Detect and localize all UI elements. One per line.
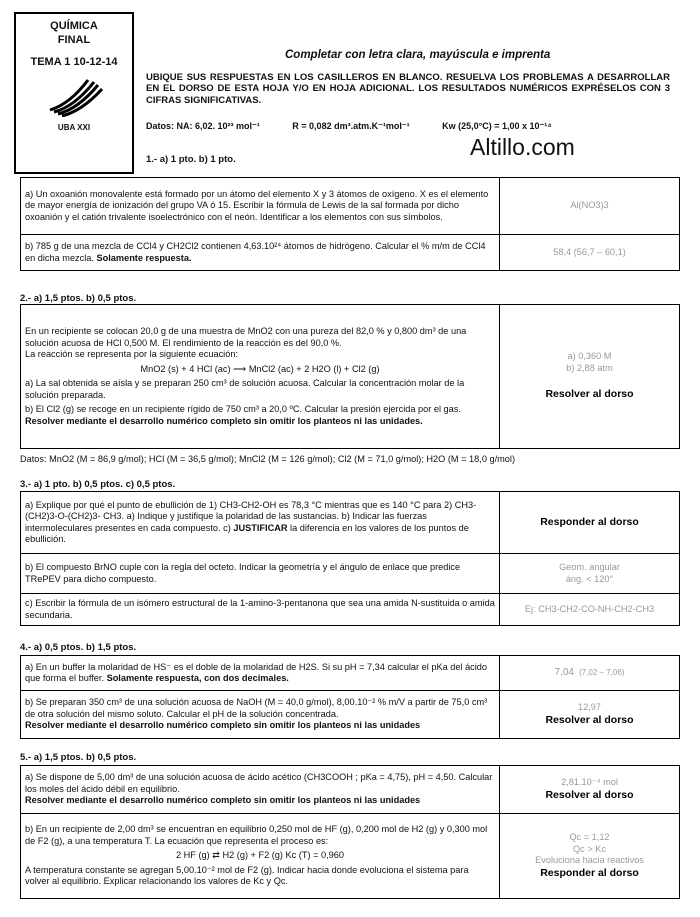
q4-table (20, 655, 680, 739)
q3-table (20, 491, 680, 626)
q2-equation: MnO2 (s) + 4 HCl (ac) ⟶ MnCl2 (ac) + 2 H2O (l) + Cl2 (g) (140, 363, 380, 374)
header-box (14, 12, 134, 174)
q1a-text: a) Un oxoanión monovalente está formado por un átomo del elemento X y 3 átomos de oxígeno. X es el elemento de mayor energía de ionización del grupo VA ó 15. Escribir la fórmula de Lewis de la sal formada por dicho oxoanión y el catión trivalente isoelectrónico con el neón. Identificar a los elementos con sus símbolos. (21, 178, 500, 235)
q2-data: Datos: MnO2 (M = 86,9 g/mol); HCl (M = 36,5 g/mol); MnCl2 (M = 126 g/mol); Cl2 (M = 71,0 g/mol); H2O (M = 18,0 g/mol) (20, 454, 516, 464)
q5-heading: 5.- a) 1,5 ptos. b) 0,5 ptos. (20, 752, 137, 763)
q5-table (20, 765, 680, 899)
watermark: Altillo.com (470, 134, 575, 160)
q4a-text: a) En un buffer la molaridad de HS⁻ es el doble de la molaridad de H2S. Si su pH = 7,34 calcular el pKa del ácido que forma el buffer. Solamente respuesta, con dos decimales. (21, 656, 500, 691)
org-label: UBA XXI (57, 123, 91, 133)
q5b-answer[interactable]: Qc = 1,12 Qc > Kc Evoluciona hacia reactivos Responder al dorso (500, 814, 680, 899)
q3c-text: c) Escribir la fórmula de un isómero estructural de la 1-amino-3-pentanona que sea una amida N-sustituida o amida secundaria. (21, 594, 500, 626)
q5b-text: b) En un recipiente de 2,00 dm³ se encuentran en equilibrio 0,250 mol de HF (g), 0,200 mol de H2 (g) y 0,300 mol de F2 (g), a una temperatura T. La ecuación que representa el proceso es: 2 HF (g) ⇄ H2 (g) + F2 (g) Kc (T) = 0,960 A temperatura constante se agregan 5,00.10⁻² mol de F2 (g). Indicar hacia donde evoluciona el sistema para volver al equilibrio. Explicar relacionando los valores de Kc y Qc. (21, 814, 500, 899)
q1-heading: 1.- a) 1 pto. b) 1 pto. (146, 154, 236, 165)
q3a-text: a) Explique por qué el punto de ebullición de 1) CH3-CH2-OH es 78,3 °C mientras que es 140 °C para 2) CH3-(CH2)3-O-(CH2)3- CH3. a) Indique y justifique la polaridad de las sustancias. b) Indicar las fuerzas intermoleculares presentes en cada compuesto. c) JUSTIFICAR la diferencia en los valores de los puntos de ebullición. (21, 492, 500, 554)
q1b-answer[interactable]: 58,4 (56,7 – 60,1) (500, 235, 680, 271)
uba-logo-icon (44, 77, 104, 117)
const-r: R = 0,082 dm³.atm.K⁻¹mol⁻¹ (292, 121, 410, 131)
q2-answer[interactable]: a) 0,360 M b) 2,88 atm Resolver al dorso (500, 305, 680, 449)
subject-label: QUÍMICA (50, 20, 98, 32)
instructions: UBIQUE SUS RESPUESTAS EN LOS CASILLEROS EN BLANCO. RESUELVA LOS PROBLEMAS A DESARROLLAR EN EL DORSO DE ESTA HOJA Y/O EN HOJA ADICIONAL. LOS RESULTADOS NUMÉRICOS EXPRÉSELOS CON 3 CIFRAS SIGNIFICATIVAS. (146, 72, 670, 106)
q5a-answer[interactable]: 2,81.10⁻⁴ mol Resolver al dorso (500, 766, 680, 814)
q2-text: En un recipiente se colocan 20,0 g de una muestra de MnO2 con una pureza del 82,0 % y 0,800 dm³ de una solución acuosa de HCl 0,500 M. El rendimiento de la reacción es del 90,0 %. La reacción se representa por la siguiente ecuación: MnO2 (s) + 4 HCl (ac) ⟶ MnCl2 (ac) + 2 H2O (l) + Cl2 (g) a) La sal obtenida se aísla y se preparan 250 cm³ de solución acuosa. Calcular la concentración molar de la solución preparada. b) El Cl2 (g) se recoge en un recipiente rígido de 750 cm³ a 20,0 ºC. Calcular la presión ejercida por el gas. Resolver mediante el desarrollo numérico completo sin omitir los planteos ni las unidades. (21, 305, 500, 449)
q4b-text: b) Se preparan 350 cm³ de una solución acuosa de NaOH (M = 40,0 g/mol), 8,00.10⁻² % m/V a partir de 75,0 cm³ de otra solución del mismo soluto. Calcular el pH de la solución concentrada. Resolver mediante el desarrollo numérico completo sin omitir los planteos ni las unidades (21, 691, 500, 739)
q3b-text: b) El compuesto BrNO cuple con la regla del octeto. Indicar la geometría y el ángulo de enlace que predice TRePEV para dicho compuesto. (21, 554, 500, 594)
q3c-answer[interactable]: Ej: CH3-CH2-CO-NH-CH2-CH3 (500, 594, 680, 626)
q3-heading: 3.- a) 1 pto. b) 0,5 ptos. c) 0,5 ptos. (20, 479, 176, 490)
q4b-answer[interactable]: 12,97 Resolver al dorso (500, 691, 680, 739)
constants-line (146, 121, 686, 132)
q4-heading: 4.- a) 0,5 ptos. b) 1,5 ptos. (20, 642, 137, 653)
const-kw: Kw (25,0°C) = 1,00 x 10⁻¹⁴ (442, 121, 552, 131)
q2-heading: 2.- a) 1,5 ptos. b) 0,5 ptos. (20, 293, 137, 304)
q3a-answer[interactable]: Responder al dorso (500, 492, 680, 554)
exam-label: FINAL (57, 33, 91, 46)
q2-table (20, 304, 680, 449)
q4a-answer[interactable]: 7,04 (7,02 – 7,06) (500, 656, 680, 691)
const-na: Datos: NA: 6,02. 10²³ mol⁻¹ (146, 121, 260, 131)
q1-table (20, 177, 680, 271)
q1a-answer[interactable]: Al(NO3)3 (500, 178, 680, 235)
q3b-answer[interactable]: Geom. angular áng. < 120° (500, 554, 680, 594)
q5a-text: a) Se dispone de 5,00 dm³ de una solución acuosa de ácido acético (CH3COOH ; pKa = 4,75), pH = 4,50. Calcular los moles del ácido débil en equilibrio. Resolver mediante el desarrollo numérico completo sin omitir los planteos ni las unidades (21, 766, 500, 814)
page-title: Completar con letra clara, mayúscula e imprenta (285, 49, 551, 61)
q1b-text: b) 785 g de una mezcla de CCl4 y CH2Cl2 contienen 4,63.10²⁴ átomos de hidrógeno. Calcular el % m/m de CCl4 en dicha mezcla. Solamente respuesta. (21, 235, 500, 271)
tema-label: TEMA 1 10-12-14 (30, 55, 118, 68)
q5-equation: 2 HF (g) ⇄ H2 (g) + F2 (g) Kc (T) = 0,960 (175, 850, 344, 861)
